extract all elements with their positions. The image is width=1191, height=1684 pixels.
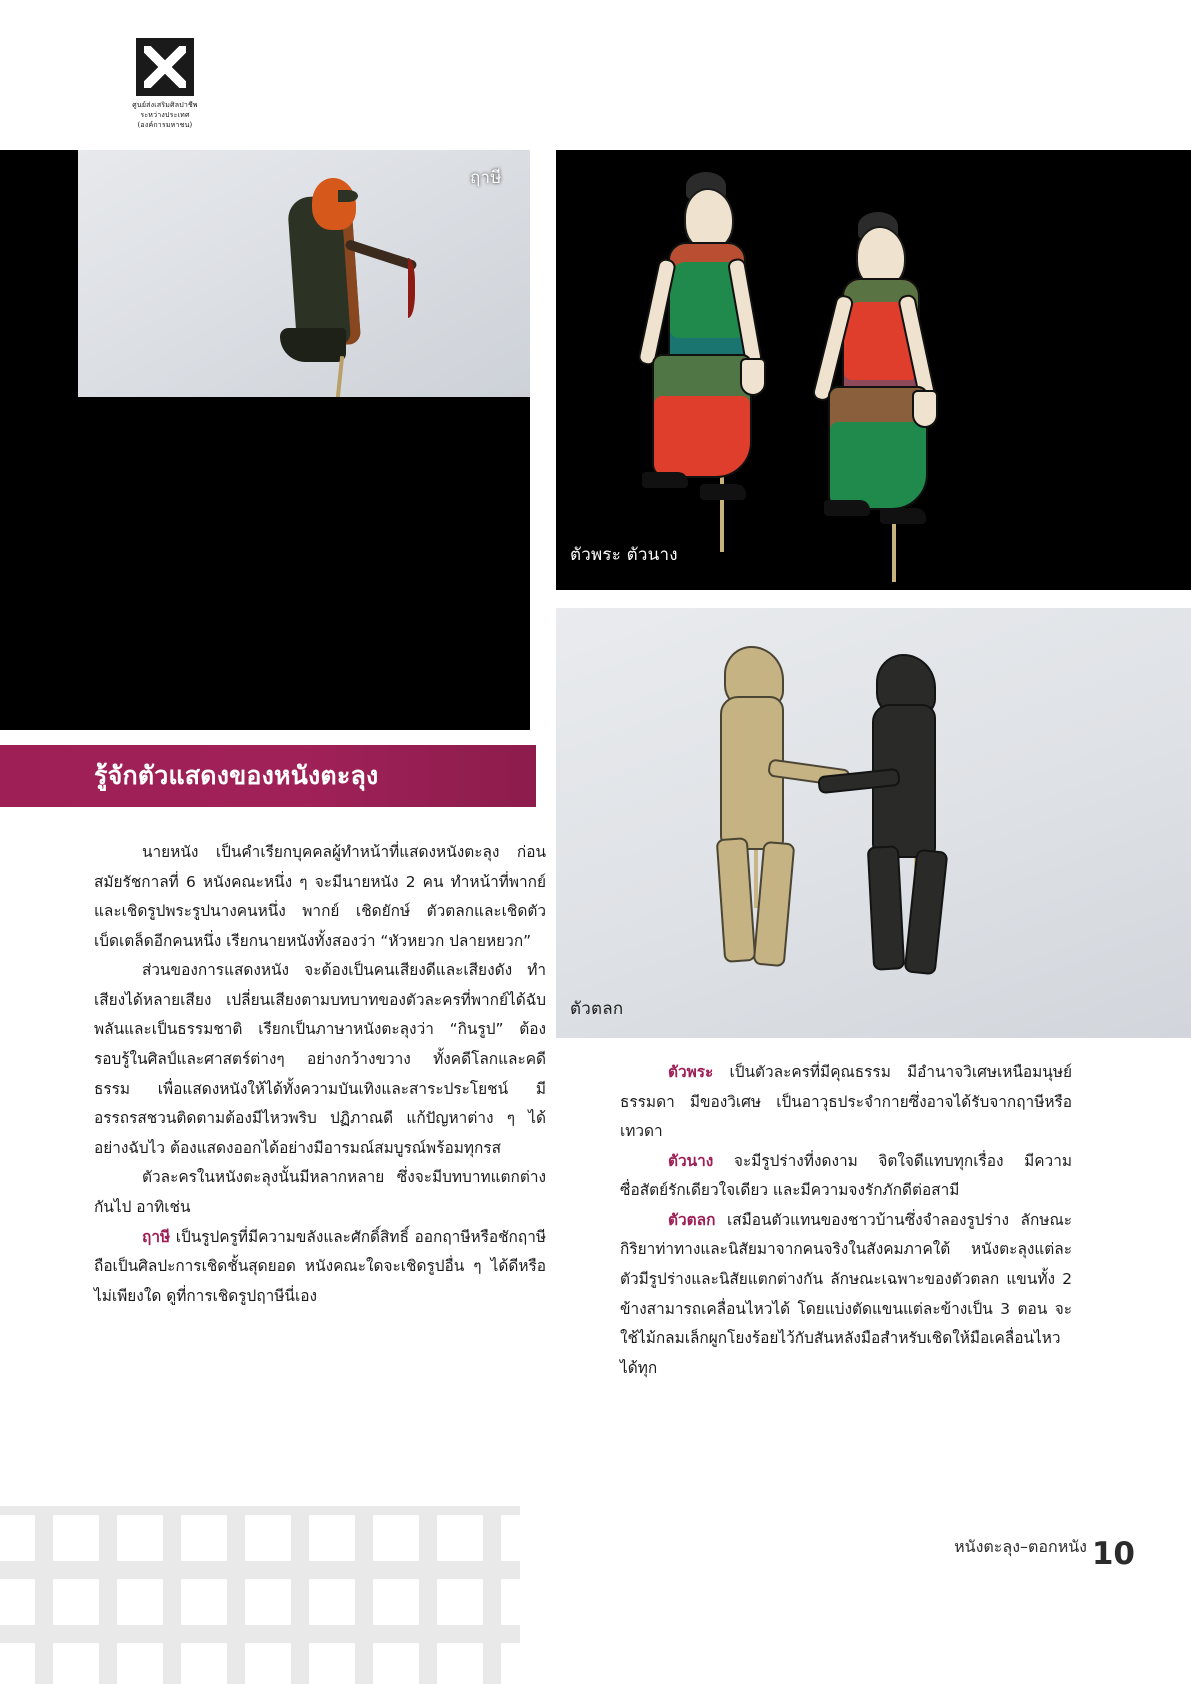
logo-mark-icon (136, 38, 194, 96)
puppet-skirt (652, 354, 752, 478)
logo-caption (95, 100, 235, 130)
caption-hero-heroine: ตัวพระ ตัวนาง (570, 545, 678, 565)
body-text-right-column (620, 1058, 1072, 1383)
pattern-tile (172, 1506, 236, 1570)
pattern-tile (300, 1634, 364, 1684)
section-title-bar (0, 745, 536, 807)
body-text-left-column (94, 838, 546, 1311)
term-hermit: ฤาษี (142, 1227, 171, 1246)
pattern-tile (236, 1570, 300, 1634)
paragraph: นายหนัง เป็นคำเรียกบุคคลผู้ทำหน้าที่แสดงหนังตะลุง ก่อนสมัยรัชกาลที่ 6 หนังคณะหนึ่ง ๆ จะมีนายหนัง 2 คน ทำหน้าที่พากย์และเชิดรูปพระรูปนางคนหนึ่ง พากย์ เชิดยักษ์ ตัวตลกและเชิดตัวเบ็ดเตล็ดอีกคนหนึ่ง เรียกนายหนังทั้งสองว่า “หัวหยวก ปลายหยวก” (94, 843, 546, 950)
decorative-footer-pattern (0, 1484, 520, 1684)
pattern-tile (428, 1570, 492, 1634)
paragraph-clown (620, 1206, 1072, 1383)
page-number: 10 (1091, 1536, 1135, 1572)
puppet-head (312, 178, 356, 230)
pattern-tile (236, 1506, 300, 1570)
puppet-head (684, 188, 734, 250)
term-heroine-description: จะมีรูปร่างที่งดงาม จิตใจดีแทบทุกเรื่อง มีความซื่อสัตย์รักเดียวใจเดียว และมีความจงรักภักดีต่อสามี (620, 1151, 1072, 1200)
pattern-tile (300, 1570, 364, 1634)
puppet-leg-left (867, 845, 905, 971)
pattern-tile (364, 1506, 428, 1570)
paragraph-hermit (94, 1223, 546, 1312)
puppet-foot-left (642, 472, 688, 488)
puppet-figure-hero (628, 172, 818, 562)
term-clown: ตัวตลก (668, 1210, 716, 1229)
puppet-figure-hermit (258, 178, 428, 388)
puppet-figure-clown-dark (818, 650, 1018, 1000)
caption-clowns: ตัวตลก (570, 999, 624, 1019)
puppet-leg-right (904, 849, 949, 976)
puppet-hand (740, 358, 766, 396)
pattern-tile (300, 1506, 364, 1570)
footer-label: หนังตะลุง–ตอกหนัง (954, 1537, 1087, 1556)
logo-line-3: (องค์การมหาชน) (137, 121, 193, 130)
pattern-tile (108, 1570, 172, 1634)
pattern-tile (172, 1634, 236, 1684)
pattern-tile (364, 1634, 428, 1684)
term-hermit-description: เป็นรูปครูที่มีความขลังและศักดิ์สิทธิ์ ออกฤาษีหรือชักฤาษี ถือเป็นศิลปะการเชิดชั้นสุดยอด หนังคณะใดจะเชิดรูปอื่น ๆ ได้ดีหรือไม่เพียงใด ดูที่การเชิดรูปฤาษีนี่เอง (94, 1227, 546, 1305)
term-hero-description: เป็นตัวละครที่มีคุณธรรม มีอำนาจวิเศษเหนือมนุษย์ธรรมดา มีของวิเศษ เป็นอาวุธประจำกายซึ่งอาจได้รับจากฤาษีหรือเทวดา (620, 1063, 1072, 1141)
puppet-leg-left (716, 837, 757, 963)
paragraph-hero (620, 1058, 1072, 1147)
photo-hermit-puppet (78, 150, 530, 397)
pattern-tile (0, 1506, 44, 1570)
pattern-tile (44, 1506, 108, 1570)
puppet-foot-left (824, 500, 870, 516)
pattern-tile (172, 1570, 236, 1634)
caption-hermit: ฤาษี (470, 168, 502, 188)
pattern-tile (364, 1570, 428, 1634)
puppet-hook (398, 258, 415, 318)
paragraph: ส่วนของการแสดงหนัง จะต้องเป็นคนเสียงดีและเสียงดัง ทำเสียงได้หลายเสียง เปลี่ยนเสียงตามบทบาทของตัวละครที่พากย์ได้ฉับพลันและเป็นธรรมชาติ เรียกเป็นภาษาหนังตะลุงว่า “กินรูป” ต้องรอบรู้ในศิลป์และศาสตร์ต่างๆ อย่างกว้างขวาง ทั้งคดีโลกและคดีธรรม เพื่อแสดงหนังให้ได้ทั้งความบันเทิงและสาระประโยชน์ มีอรรถรสชวนติดตามต้องมีไหวพริบ ปฏิภาณดี แก้ปัญหาต่าง ๆ ได้อย่างฉับไว ต้องแสดงออกได้อย่างมีอารมณ์สมบูรณ์พร้อมทุกรส (94, 961, 546, 1157)
photo-panel-hermit (0, 150, 530, 730)
pattern-tile (492, 1570, 520, 1634)
pattern-tile (44, 1634, 108, 1684)
puppet-foot-right (700, 484, 746, 500)
page-title: รู้จักตัวแสดงของหนังตะลุง (94, 761, 379, 790)
pattern-tile (0, 1634, 44, 1684)
pattern-tile (428, 1634, 492, 1684)
term-hero: ตัวพระ (668, 1063, 714, 1081)
photo-panel-hero-heroine (556, 150, 1191, 590)
pattern-tile (492, 1634, 520, 1684)
puppet-foot-right (880, 508, 926, 524)
puppet-leg (280, 328, 346, 362)
term-clown-description: เสมือนตัวแทนของชาวบ้านซึ่งจำลองรูปร่าง ลักษณะ กิริยาท่าทางและนิสัยมาจากคนจริงในสังคมภาคใต้ หนังตะลุงแต่ละตัวมีรูปร่างและนิสัยแตกต่างกัน ลักษณะเฉพาะของตัวตลก แขนทั้ง 2 ข้างสามารถเคลื่อนไหวได้ โดยแบ่งตัดแขนแต่ละข้างเป็น 3 ตอน จะใช้ไม้กลมเล็กผูกโยงร้อยไว้กับสันหลังมือสำหรับเชิดให้มือเคลื่อนไหวได้ทุก (620, 1210, 1072, 1377)
pattern-tile (492, 1506, 520, 1570)
organization-logo (95, 38, 235, 130)
pattern-tile (236, 1634, 300, 1684)
term-heroine: ตัวนาง (668, 1151, 714, 1170)
pattern-tile (428, 1506, 492, 1570)
pattern-tile (0, 1570, 44, 1634)
puppet-rod (332, 356, 344, 397)
paragraph: ตัวละครในหนังตะลุงนั้นมีหลากหลาย ซึ่งจะมีบทบาทแตกต่างกันไป อาทิเช่น (94, 1168, 546, 1216)
puppet-leg-right (753, 841, 796, 967)
puppet-figure-heroine (806, 212, 986, 562)
logo-line-2: ระหว่างประเทศ (140, 111, 190, 120)
pattern-tile (44, 1570, 108, 1634)
pattern-tile (108, 1634, 172, 1684)
puppet-hand (912, 390, 938, 428)
photo-panel-clowns (556, 608, 1191, 1038)
paragraph-heroine (620, 1147, 1072, 1206)
pattern-tile (108, 1506, 172, 1570)
logo-line-1: ศูนย์ส่งเสริมศิลปาชีพ (132, 101, 198, 109)
